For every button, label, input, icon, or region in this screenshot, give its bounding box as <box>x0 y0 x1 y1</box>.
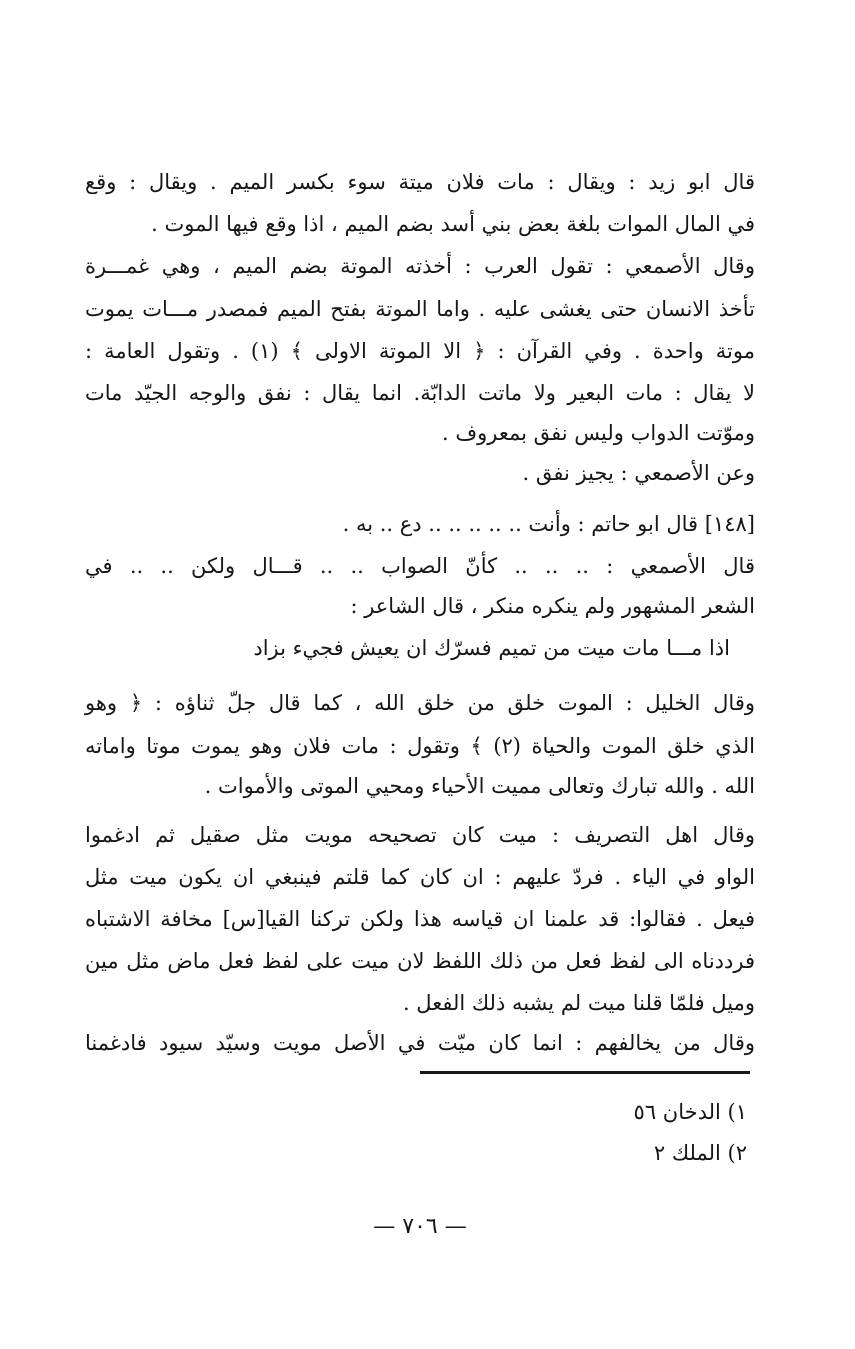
text-line-1: قال ابو زيد : ويقال : مات فلان ميتة سوء بكسر الميم . ويقال : وقع <box>85 170 755 194</box>
footnote-1: ١) الدخان ٥٦ <box>633 1100 747 1124</box>
text-line-20: وقال من يخالفهم : انما كان ميّت في الأصل مويت وسيّد سيود فادغمنا <box>85 1031 755 1055</box>
text-line-9: [١٤٨] قال ابو حاتم : وأنت .. .. .. .. .. دع .. به . <box>342 512 755 536</box>
text-line-7: وموّتت الدواب وليس نفق بمعروف . <box>441 421 755 445</box>
text-line-6: لا يقال : مات البعير ولا ماتت الدابّة. انما يقال : نفق والوجه الجيّد مات <box>85 381 755 405</box>
text-line-17: فيعل . فقالوا: قد علمنا ان قياسه هذا ولكن تركنا القيا[س] مخافة الاشتباه <box>85 907 755 931</box>
text-line-14: الله . والله تبارك وتعالى مميت الأحياء ومحيي الموتى والأموات . <box>204 774 755 798</box>
text-line-5: موتة واحدة . وفي القرآن : ﴿ الا الموتة الاولى ﴾ (١) . وتقول العامة : <box>85 339 755 363</box>
text-line-11: الشعر المشهور ولم ينكره منكر ، قال الشاعر : <box>350 594 755 618</box>
footnote-divider <box>420 1071 750 1074</box>
text-line-2: في المال الموات بلغة بعض بني أسد بضم الميم ، اذا وقع فيها الموت . <box>151 212 755 236</box>
page-number: — ٧٠٦ — <box>373 1214 467 1239</box>
text-line-10: قال الأصمعي : .. .. .. كأنّ الصواب .. .. قـــال ولكن .. .. في <box>85 554 755 578</box>
verse-line: اذا مـــا مات ميت من تميم فسرّك ان يعيش فجيء بزاد <box>253 636 730 660</box>
text-line-8: وعن الأصمعي : يجيز نفق . <box>522 461 755 485</box>
text-line-19: وميل فلمّا قلنا ميت لم يشبه ذلك الفعل . <box>402 991 755 1015</box>
text-line-12: وقال الخليل : الموت خلق من خلق الله ، كما قال جلّ ثناؤه : ﴿ وهو <box>85 691 755 715</box>
footnote-2: ٢) الملك ٢ <box>653 1141 747 1165</box>
text-line-16: الواو في الياء . فردّ عليهم : ان كان كما قلتم فينبغي ان يكون ميت مثل <box>85 865 755 889</box>
text-line-18: فرددناه الى لفظ فعل من ذلك اللفظ لان ميت على لفظ فعل ماض مثل مين <box>85 949 755 973</box>
text-line-4: تأخذ الانسان حتى يغشى عليه . واما الموتة بفتح الميم فمصدر مـــات يموت <box>85 297 755 321</box>
text-line-13: الذي خلق الموت والحياة (٢) ﴾ وتقول : مات فلان وهو يموت موتا واماته <box>85 734 755 758</box>
text-line-15: وقال اهل التصريف : ميت كان تصحيحه مويت مثل صقيل ثم ادغموا <box>85 823 755 847</box>
text-line-3: وقال الأصمعي : تقول العرب : أخذته الموتة بضم الميم ، وهي غمـــرة <box>85 254 755 278</box>
